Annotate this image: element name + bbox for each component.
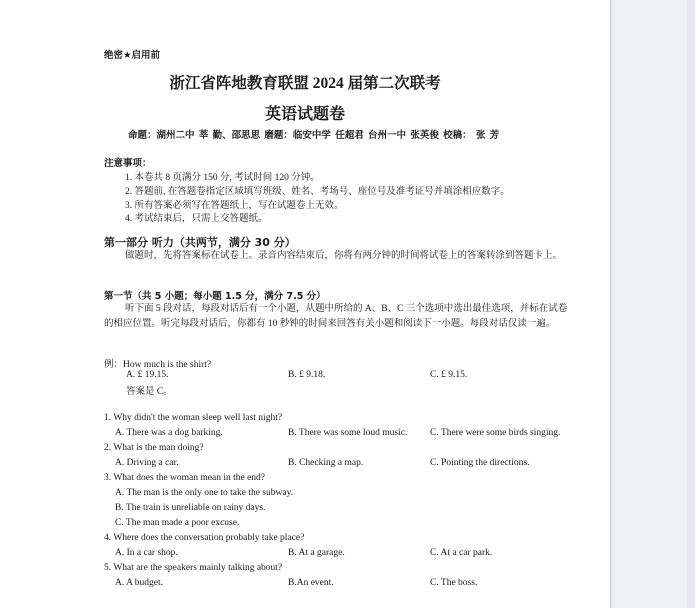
question-3: 3. What does the woman mean in the end? (104, 473, 266, 483)
exam-subtitle: 英语试题卷 (264, 106, 345, 123)
notice-item: 3. 所有答案必须写在答题纸上，写在试题卷上无效。 (125, 201, 344, 211)
question-4-option-a: A. In a car shop. (115, 548, 178, 558)
notice-heading: 注意事项： (104, 158, 152, 169)
question-5-option-a: A. A budget. (115, 578, 164, 588)
viewer-scrollbar[interactable] (687, 0, 695, 608)
section1-intro: 听下面 5 段对话，每段对话后有一个小题，从题中所给的 A、B、C 三个选项中选出最佳选项，并标在试卷的相应位置。听完每段对话后，你都有 10 秒钟的时间来回答有关小题和阅读下一小题。每段对话仅读一遍。 (104, 304, 568, 329)
notice-item: 4. 考试结束后，只需上交答题纸。 (125, 214, 268, 224)
question-3-option-a: A. The man is the only one to take the subway. (115, 488, 294, 498)
question-1-option-b: B. There was some loud music. (288, 428, 408, 438)
question-1-option-a: A. There was a dog barking. (115, 428, 223, 438)
example-option-c: C. £ 9.15. (430, 370, 468, 380)
question-2: 2. What is the man doing? (104, 443, 204, 453)
exam-authors: 命题：湖州二中 莘 勤、邵思思 磨题：临安中学 任超君 台州一中 张英俊 校稿： 张 芳 (128, 130, 500, 141)
question-1-option-c: C. There were some birds singing. (430, 428, 561, 438)
exam-title: 浙江省阵地教育联盟 2024 届第二次联考 (169, 75, 441, 92)
question-5-option-b: B.An event. (288, 578, 334, 588)
question-4-option-c: C. At a car park. (430, 548, 493, 558)
example-answer: 答案是 C。 (126, 387, 173, 397)
confidential-label: 绝密★启用前 (104, 50, 161, 61)
question-2-option-b: B. Checking a map. (288, 458, 364, 468)
notice-item: 1. 本卷共 8 页满分 150 分, 考试时间 120 分钟。 (125, 173, 320, 183)
example-option-b: B. £ 9.18. (288, 370, 326, 380)
question-5-option-c: C. The boss. (430, 578, 478, 588)
question-4: 4. Where does the conversation probably take place? (104, 533, 305, 543)
question-3-option-b: B. The train is unreliable on rainy days. (115, 503, 266, 513)
question-4-option-b: B. At a garage. (288, 548, 345, 558)
question-5: 5. What are the speakers mainly talking about? (104, 563, 283, 573)
example-question: 例：How much is the shirt? (104, 360, 212, 370)
section1-heading: 第一节（共 5 小题；每小题 1.5 分，满分 7.5 分） (104, 291, 326, 302)
part1-intro: 做题时，先将答案标在试卷上。录音内容结束后，你将有两分钟的时间将试卷上的答案转涂到答题卡上。 (125, 251, 563, 261)
part1-heading: 第一部分 听力（共两节，满分 30 分） (104, 236, 296, 249)
question-2-option-a: A. Driving a car. (115, 458, 179, 468)
question-3-option-c: C. The man made a poor excuse. (115, 518, 240, 528)
question-1: 1. Why didn't the woman sleep well last night? (104, 413, 283, 423)
notice-item: 2. 答题前, 在答题卷指定区域填写班级、姓名、考场号、座位号及准考证号并填涂相应数字。 (125, 187, 510, 197)
question-2-option-c: C. Pointing the directions. (430, 458, 530, 468)
example-option-a: A. £ 19.15. (126, 370, 169, 380)
